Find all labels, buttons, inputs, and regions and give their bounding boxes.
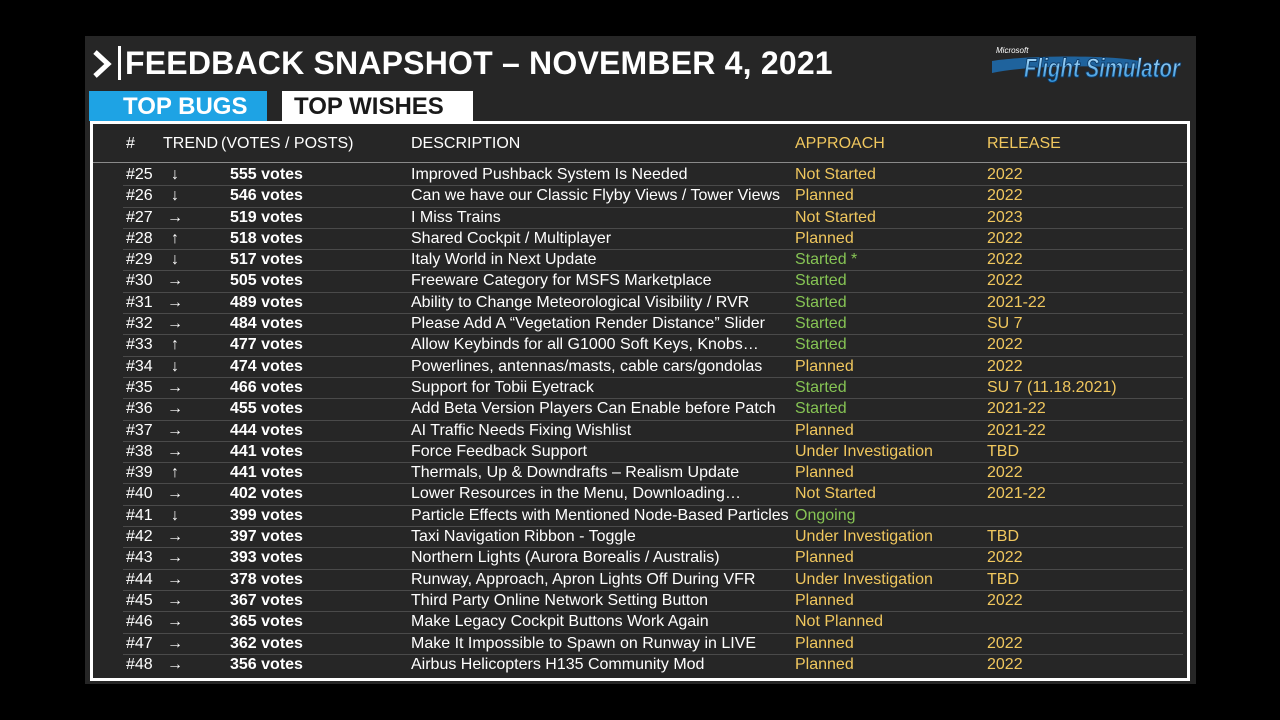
row-approach: Planned <box>795 229 854 247</box>
row-approach: Not Started <box>795 485 876 503</box>
row-release: 2021-22 <box>987 400 1046 418</box>
row-approach: Not Started <box>795 166 876 183</box>
trend-arrow-icon: → <box>167 272 183 290</box>
table-row <box>93 399 1187 420</box>
row-votes: 484 votes <box>230 315 303 333</box>
row-description: Make It Impossible to Spawn on Runway in LIVE <box>411 634 757 652</box>
table-body <box>93 165 1187 676</box>
trend-arrow-icon: ↓ <box>171 506 179 524</box>
row-votes: 402 votes <box>230 485 303 503</box>
trend-arrow-icon: → <box>167 549 183 567</box>
trend-arrow-icon: → <box>167 570 183 588</box>
table-row <box>93 314 1187 335</box>
row-rank: #37 <box>126 421 153 439</box>
logo-microsoft-text: Microsoft <box>996 46 1029 55</box>
tab-top-wishes[interactable]: TOP WISHES <box>282 91 473 121</box>
row-approach: Planned <box>795 591 854 609</box>
row-release: 2021-22 <box>987 485 1046 503</box>
table-row <box>93 293 1187 314</box>
row-release: SU 7 <box>987 315 1023 333</box>
row-approach: Planned <box>795 655 854 673</box>
row-votes: 356 votes <box>230 655 303 673</box>
row-rank: #43 <box>126 549 153 567</box>
row-approach: Ongoing <box>795 506 856 524</box>
row-description: Powerlines, antennas/masts, cable cars/gondolas <box>411 357 763 375</box>
row-rank: #31 <box>126 293 153 311</box>
row-votes: 546 votes <box>230 187 303 205</box>
row-release: 2022 <box>987 272 1023 290</box>
col-release: RELEASE <box>987 135 1061 152</box>
row-approach: Started <box>795 293 847 311</box>
trend-arrow-icon: ↓ <box>171 357 179 375</box>
row-votes: 477 votes <box>230 336 303 354</box>
table-row <box>93 208 1187 229</box>
row-votes: 555 votes <box>230 166 303 183</box>
row-approach: Planned <box>795 634 854 652</box>
row-release: 2022 <box>987 357 1023 375</box>
trend-arrow-icon: → <box>167 442 183 460</box>
row-description: Airbus Helicopters H135 Community Mod <box>411 655 705 673</box>
table-row <box>93 186 1187 207</box>
row-release: 2022 <box>987 166 1023 183</box>
row-description: Can we have our Classic Flyby Views / Tower Views <box>411 187 781 205</box>
table-row <box>93 442 1187 463</box>
row-release: 2021-22 <box>987 293 1046 311</box>
row-votes: 378 votes <box>230 570 303 588</box>
row-release: TBD <box>987 528 1019 546</box>
page-title: FEEDBACK SNAPSHOT – NOVEMBER 4, 2021 <box>125 45 833 81</box>
row-votes: 365 votes <box>230 613 303 631</box>
row-votes: 517 votes <box>230 251 303 269</box>
wishes-table <box>90 121 1190 681</box>
chevron-right-icon <box>91 49 113 79</box>
col-approach: APPROACH <box>795 135 885 152</box>
row-rank: #47 <box>126 634 153 652</box>
row-rank: #27 <box>126 208 153 226</box>
title-divider <box>118 46 121 80</box>
row-votes: 367 votes <box>230 591 303 609</box>
col-num: # <box>126 135 135 152</box>
row-rank: #33 <box>126 336 153 354</box>
row-description: Make Legacy Cockpit Buttons Work Again <box>411 613 709 631</box>
table-row <box>93 335 1187 356</box>
row-rank: #29 <box>126 251 153 269</box>
row-release: TBD <box>987 442 1019 460</box>
row-release: 2022 <box>987 251 1023 269</box>
row-description: Add Beta Version Players Can Enable before Patch <box>411 400 776 418</box>
row-release: 2022 <box>987 229 1023 247</box>
table-row <box>93 357 1187 378</box>
row-rank: #30 <box>126 272 153 290</box>
row-votes: 505 votes <box>230 272 303 290</box>
row-release: 2022 <box>987 655 1023 673</box>
trend-arrow-icon: → <box>167 485 183 503</box>
trend-arrow-icon: ↑ <box>171 229 179 247</box>
row-approach: Under Investigation <box>795 442 933 460</box>
header <box>85 36 1196 90</box>
trend-arrow-icon: → <box>167 634 183 652</box>
trend-arrow-icon: → <box>167 208 183 226</box>
row-release: 2021-22 <box>987 421 1046 439</box>
row-rank: #40 <box>126 485 153 503</box>
row-description: Force Feedback Support <box>411 442 588 460</box>
table-row <box>93 250 1187 271</box>
row-votes: 441 votes <box>230 464 303 482</box>
row-description: Third Party Online Network Setting Button <box>411 591 709 609</box>
row-description: Taxi Navigation Ribbon - Toggle <box>411 528 636 546</box>
trend-arrow-icon: ↑ <box>171 464 179 482</box>
row-votes: 397 votes <box>230 528 303 546</box>
table-row <box>93 484 1187 505</box>
row-rank: #38 <box>126 442 153 460</box>
row-approach: Started <box>795 400 847 418</box>
row-votes: 518 votes <box>230 229 303 247</box>
row-approach: Not Started <box>795 208 876 226</box>
row-description: Italy World in Next Update <box>411 251 597 269</box>
row-votes: 362 votes <box>230 634 303 652</box>
row-votes: 444 votes <box>230 421 303 439</box>
row-description: Improved Pushback System Is Needed <box>411 166 688 183</box>
row-rank: #35 <box>126 378 153 396</box>
row-approach: Started <box>795 315 847 333</box>
row-approach: Planned <box>795 464 854 482</box>
row-votes: 466 votes <box>230 378 303 396</box>
table-row <box>93 506 1187 527</box>
col-description: DESCRIPTION <box>411 135 521 152</box>
row-description: Support for Tobii Eyetrack <box>411 378 594 396</box>
row-votes: 393 votes <box>230 549 303 567</box>
row-approach: Started * <box>795 251 858 269</box>
row-approach: Planned <box>795 357 854 375</box>
row-description: I Miss Trains <box>411 208 501 226</box>
row-approach: Not Planned <box>795 613 884 631</box>
row-approach: Started <box>795 336 847 354</box>
tab-top-bugs[interactable]: TOP BUGS <box>89 91 267 121</box>
row-rank: #45 <box>126 591 153 609</box>
row-description: Thermals, Up & Downdrafts – Realism Update <box>411 464 740 482</box>
table-row <box>93 570 1187 591</box>
row-description: Ability to Change Meteorological Visibility / RVR <box>411 293 750 311</box>
trend-arrow-icon: → <box>167 613 183 631</box>
row-approach: Planned <box>795 549 854 567</box>
table-header <box>93 124 1187 163</box>
row-approach: Planned <box>795 421 854 439</box>
row-approach: Under Investigation <box>795 528 933 546</box>
table-row <box>93 655 1187 676</box>
row-description: AI Traffic Needs Fixing Wishlist <box>411 421 632 439</box>
table-row <box>93 271 1187 292</box>
row-release: TBD <box>987 570 1019 588</box>
table-row <box>93 591 1187 612</box>
trend-arrow-icon: ↓ <box>171 187 179 205</box>
row-release: 2022 <box>987 187 1023 205</box>
row-rank: #36 <box>126 400 153 418</box>
row-votes: 489 votes <box>230 293 303 311</box>
col-trend: TREND <box>163 135 219 152</box>
table-row <box>93 634 1187 655</box>
table-row <box>93 229 1187 250</box>
table-row <box>93 165 1187 186</box>
row-approach: Started <box>795 272 847 290</box>
logo-main-text: Flight Simulator <box>1024 53 1182 83</box>
row-description: Allow Keybinds for all G1000 Soft Keys, Knobs… <box>411 336 759 354</box>
row-release: 2022 <box>987 464 1023 482</box>
trend-arrow-icon: → <box>167 655 183 673</box>
row-rank: #39 <box>126 464 153 482</box>
row-rank: #48 <box>126 655 153 673</box>
table-row <box>93 463 1187 484</box>
row-release: SU 7 (11.18.2021) <box>987 378 1117 396</box>
row-rank: #34 <box>126 357 153 375</box>
row-rank: #46 <box>126 613 153 631</box>
row-votes: 519 votes <box>230 208 303 226</box>
row-description: Particle Effects with Mentioned Node-Based Particles <box>411 506 789 524</box>
row-rank: #26 <box>126 187 153 205</box>
row-votes: 474 votes <box>230 357 303 375</box>
trend-arrow-icon: ↓ <box>171 251 179 269</box>
table-row <box>93 612 1187 633</box>
trend-arrow-icon: ↓ <box>171 166 179 183</box>
row-votes: 455 votes <box>230 400 303 418</box>
trend-arrow-icon: → <box>167 400 183 418</box>
row-rank: #28 <box>126 229 153 247</box>
trend-arrow-icon: → <box>167 528 183 546</box>
row-rank: #41 <box>126 506 153 524</box>
row-approach: Planned <box>795 187 854 205</box>
row-release: 2022 <box>987 336 1023 354</box>
row-description: Shared Cockpit / Multiplayer <box>411 229 612 247</box>
row-rank: #32 <box>126 315 153 333</box>
table-row <box>93 548 1187 569</box>
col-votes: (VOTES / POSTS) <box>221 135 354 152</box>
trend-arrow-icon: → <box>167 378 183 396</box>
table-row <box>93 421 1187 442</box>
trend-arrow-icon: → <box>167 591 183 609</box>
row-release: 2023 <box>987 208 1023 226</box>
trend-arrow-icon: → <box>167 421 183 439</box>
flight-simulator-logo <box>990 39 1186 87</box>
row-description: Lower Resources in the Menu, Downloading… <box>411 485 741 503</box>
row-rank: #25 <box>126 166 153 183</box>
row-release: 2022 <box>987 549 1023 567</box>
row-approach: Under Investigation <box>795 570 933 588</box>
row-description: Freeware Category for MSFS Marketplace <box>411 272 712 290</box>
row-votes: 399 votes <box>230 506 303 524</box>
row-votes: 441 votes <box>230 442 303 460</box>
trend-arrow-icon: → <box>167 315 183 333</box>
trend-arrow-icon: → <box>167 293 183 311</box>
row-description: Northern Lights (Aurora Borealis / Australis) <box>411 549 720 567</box>
row-rank: #42 <box>126 528 153 546</box>
row-approach: Started <box>795 378 847 396</box>
row-description: Runway, Approach, Apron Lights Off During VFR <box>411 570 756 588</box>
row-description: Please Add A “Vegetation Render Distance” Slider <box>411 315 765 333</box>
row-rank: #44 <box>126 570 153 588</box>
table-row <box>93 378 1187 399</box>
trend-arrow-icon: ↑ <box>171 336 179 354</box>
row-release: 2022 <box>987 591 1023 609</box>
row-release: 2022 <box>987 634 1023 652</box>
snapshot-frame <box>85 36 1196 684</box>
table-row <box>93 527 1187 548</box>
